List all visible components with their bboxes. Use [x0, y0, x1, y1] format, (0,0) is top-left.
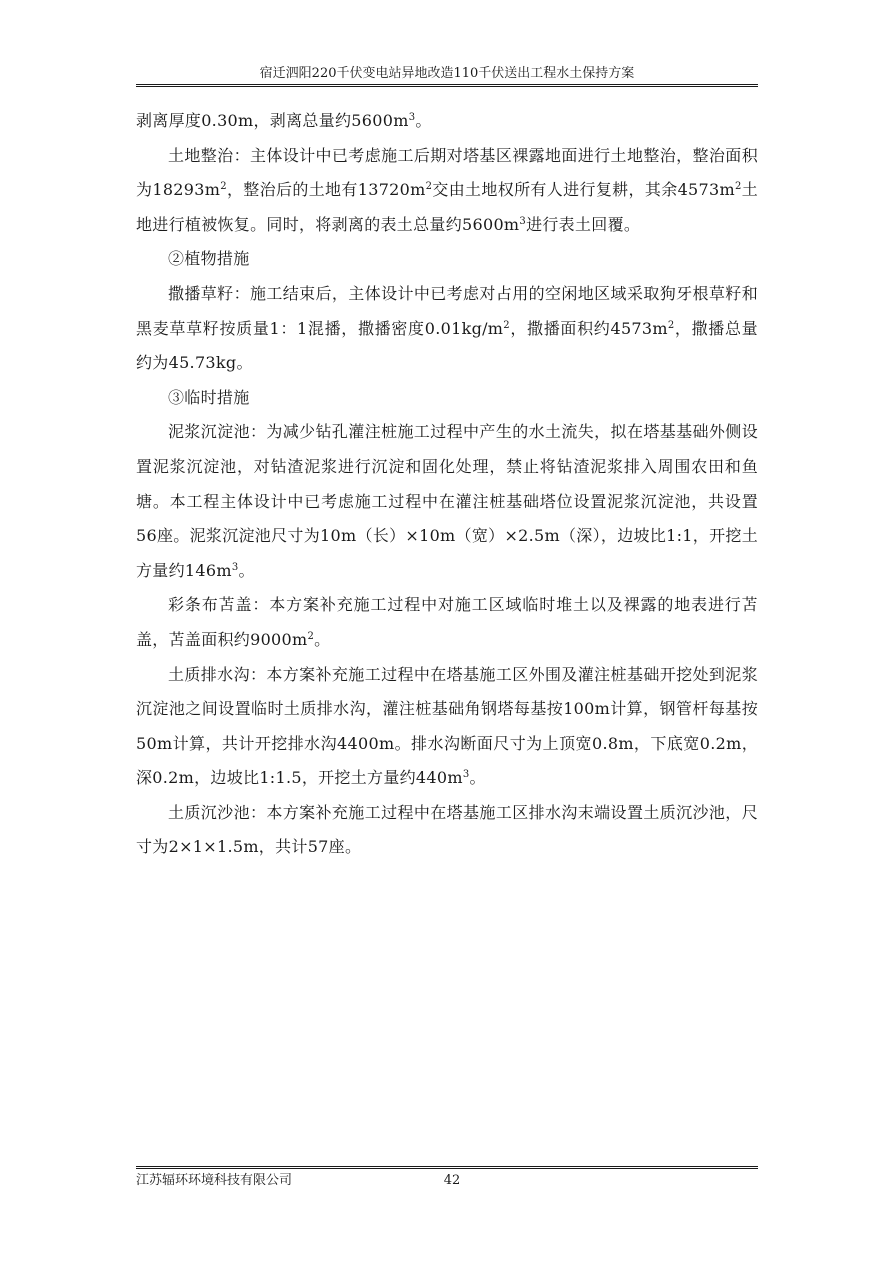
paragraph-land-remediation: 土地整治：主体设计中已考虑施工后期对塔基区裸露地面进行土地整治，整治面积为$18293m^2$，整治后的土地有$13720m^2$交由土地权所有人进行复耕，其余$4573m^2$土地进行植被恢复。同时，将剥离的表土总量约$5600m^3$进行表土回覆。 [136, 145, 758, 234]
header-rule-thick [136, 86, 758, 87]
paragraph-tarpaulin-cover: 彩条布苫盖：本方案补充施工过程中对施工区域临时堆土以及裸露的地表进行苫盖，苫盖面积约$9000m^2$。 [136, 595, 758, 649]
document-body [136, 104, 758, 865]
heading-temporary-measures: ③临时措施 [168, 387, 250, 407]
footer-rule-thin [136, 1168, 758, 1169]
paragraph-mud-settling-pond: 泥浆沉淀池：为减少钻孔灌注桩施工过程中产生的水土流失，拟在塔基基础外侧设置泥浆沉淀池，对钻渣泥浆进行沉淀和固化处理，禁止将钻渣泥浆排入周围农田和鱼塘。本工程主体设计中已考虑施工过程中在灌注桩基础塔位设置泥浆沉淀池，共设置56座。泥浆沉淀池尺寸为10m（长）×10m（宽）×2.5m（深），边坡比1:1，开挖土方量约$146m^3$。 [136, 422, 758, 580]
paragraph-sediment-basin: 土质沉沙池：本方案补充施工过程中在塔基施工区排水沟末端设置土质沉沙池，尺寸为2×1×1.5m，共计57座。 [136, 802, 758, 857]
paragraph-grass-seeding: 撒播草籽：施工结束后，主体设计中已考虑对占用的空闲地区域采取狗牙根草籽和黑麦草草籽按质量1：1混播，撒播密度$0.01kg/m^2$，撒播面积约$4573m^2$，撒播总量约为45.73kg。 [136, 283, 758, 373]
page-number: 42 [443, 1173, 461, 1188]
footer-company: 江苏辐环环境科技有限公司 [136, 1173, 293, 1188]
paragraph-stripping: 剥离厚度0.30m，剥离总量约$5600m^3$。 [136, 111, 432, 130]
header-rule-thin [136, 84, 758, 85]
paragraph-drainage-ditch: 土质排水沟：本方案补充施工过程中在塔基施工区外围及灌注桩基础开挖处到泥浆沉淀池之间设置临时土质排水沟，灌注桩基础角钢塔每基按100m计算，钢管杆每基按50m计算，共计开挖排水沟4400m。排水沟断面尺寸为上顶宽0.8m，下底宽0.2m，深0.2m，边坡比1:1.5，开挖土方量约$440m^3$。 [136, 664, 758, 788]
page-header: 宿迁泗阳220千伏变电站异地改造110千伏送出工程水土保持方案 [259, 66, 635, 81]
footer-rule-thick [136, 1166, 758, 1167]
heading-plant-measures: ②植物措施 [168, 249, 250, 269]
